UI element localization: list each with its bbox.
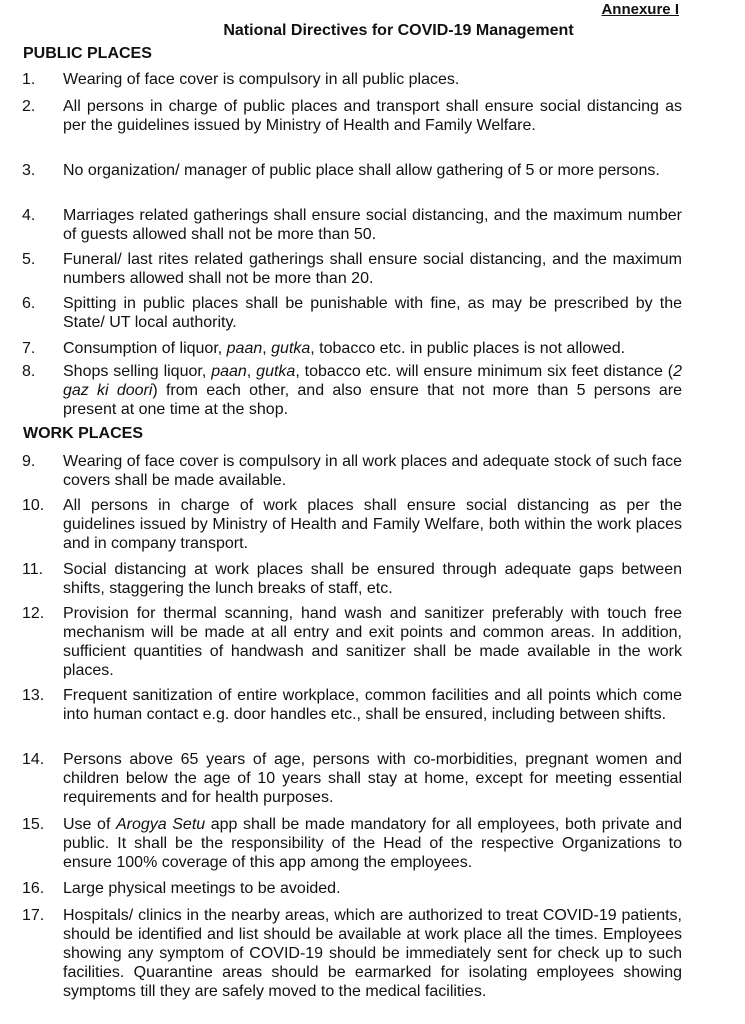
item-text: Consumption of liquor, paan, gutka, tobacco etc. in public places is not allowed. (63, 340, 626, 357)
item-number: 12. (22, 605, 45, 622)
section-heading-public-places: PUBLIC PLACES (23, 45, 152, 62)
list-item (22, 604, 682, 680)
item-text: All persons in charge of public places and transport shall ensure social distancing as per the guidelines issued by Ministry of Health and Family Welfare. (63, 98, 682, 134)
list-item (22, 686, 682, 724)
list-item (22, 161, 682, 180)
list-item (22, 560, 682, 598)
item-number: 7. (22, 340, 36, 357)
item-text: Large physical meetings to be avoided. (63, 880, 341, 897)
item-number: 17. (22, 907, 45, 924)
item-number: 10. (22, 497, 45, 514)
item-number: 16. (22, 880, 45, 897)
item-text: No organization/ manager of public place shall allow gathering of 5 or more persons. (63, 162, 660, 179)
list-item (22, 815, 682, 872)
annexure-label: Annexure I (601, 1, 679, 18)
item-number: 4. (22, 207, 36, 224)
item-text: Spitting in public places shall be punishable with fine, as may be prescribed by the State/ UT local authority. (63, 295, 682, 331)
item-text: Persons above 65 years of age, persons with co-morbidities, pregnant women and children below the age of 10 years shall stay at home, except for meeting essential requirements and for health purposes. (63, 751, 682, 806)
item-text: Frequent sanitization of entire workplace, common facilities and all points which come into human contact e.g. door handles etc., shall be ensured, including between shifts. (63, 687, 682, 723)
item-number: 14. (22, 751, 45, 768)
list-item (22, 294, 682, 332)
item-number: 1. (22, 71, 36, 88)
list-item (22, 906, 682, 1001)
item-text: Hospitals/ clinics in the nearby areas, which are authorized to treat COVID-19 patients, should be identified and list should be available at work place all the times. Employees showing any symptom of COVID-19 should be immediately sent for check up to such facilities. Quarantine areas should be earmarked for isolating employees showing symptoms till they are safely moved to the medical facilities. (63, 907, 682, 1000)
list-item (22, 879, 682, 898)
list-item (22, 250, 682, 288)
item-number: 13. (22, 687, 45, 704)
list-item (22, 206, 682, 244)
list-item (22, 339, 682, 358)
item-number: 2. (22, 98, 36, 115)
item-number: 9. (22, 453, 36, 470)
item-number: 15. (22, 816, 45, 833)
item-text: Wearing of face cover is compulsory in all public places. (63, 71, 460, 88)
list-item (22, 750, 682, 807)
list-item (22, 362, 682, 419)
item-text: All persons in charge of work places shall ensure social distancing as per the guidelines issued by Ministry of Health and Family Welfare, both within the work places and in company transport. (63, 497, 682, 552)
item-text: Shops selling liquor, paan, gutka, tobacco etc. will ensure minimum six feet distance (2 gaz ki doori) from each other, and also ensure that not more than 5 persons are present at one time at the shop. (63, 363, 683, 418)
list-item (22, 70, 682, 89)
document-title: National Directives for COVID-19 Management (223, 22, 574, 39)
item-number: 11. (22, 561, 44, 578)
item-number: 8. (22, 363, 36, 380)
item-text: Use of Arogya Setu app shall be made mandatory for all employees, both private and public. It shall be the responsibility of the Head of the respective Organizations to ensure 100% coverage of this app among the employees. (63, 816, 682, 871)
item-number: 6. (22, 295, 36, 312)
item-text: Wearing of face cover is compulsory in all work places and adequate stock of such face covers shall be made available. (63, 453, 682, 489)
item-text: Marriages related gatherings shall ensure social distancing, and the maximum number of guests allowed shall not be more than 50. (63, 207, 682, 243)
section-heading-work-places: WORK PLACES (23, 425, 143, 442)
item-number: 5. (22, 251, 36, 268)
item-text: Provision for thermal scanning, hand wash and sanitizer preferably with touch free mechanism will be made at all entry and exit points and common areas. In addition, sufficient quantities of handwash and sanitizer shall be made available in the work places. (63, 605, 682, 679)
item-text: Social distancing at work places shall be ensured through adequate gaps between shifts, staggering the lunch breaks of staff, etc. (63, 561, 682, 597)
list-item (22, 452, 682, 490)
item-number: 3. (22, 162, 36, 179)
list-item (22, 97, 682, 135)
list-item (22, 496, 682, 553)
item-text: Funeral/ last rites related gatherings shall ensure social distancing, and the maximum numbers allowed shall not be more than 20. (63, 251, 682, 287)
